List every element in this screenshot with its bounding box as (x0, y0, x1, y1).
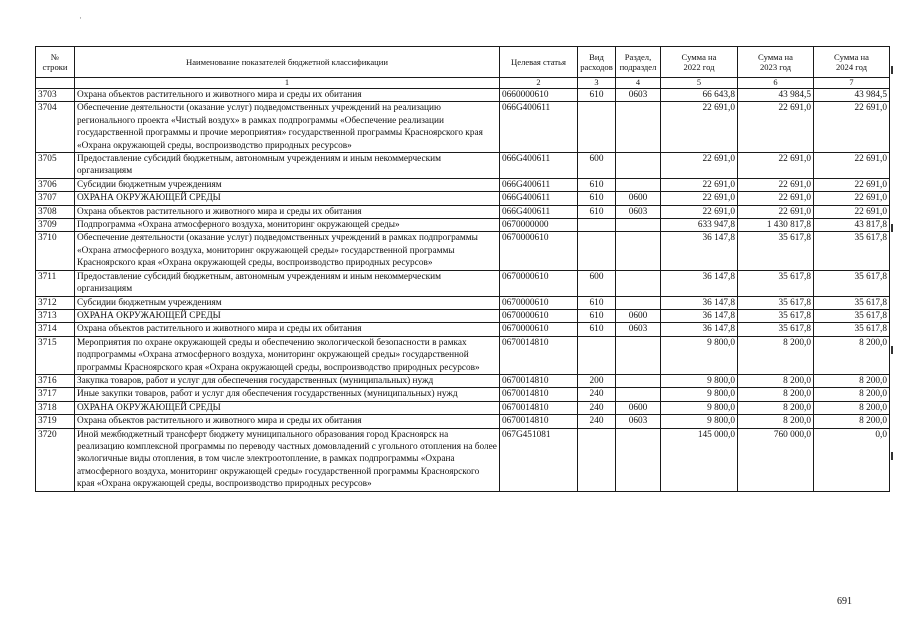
row-name: Предоставление субсидий бюджетным, автономным учреждениям и иным некоммерческим организациям (75, 270, 500, 296)
row-sum-2023: 8 200,0 (738, 401, 814, 414)
row-number: 3710 (36, 232, 75, 270)
row-name: Подпрограмма «Охрана атмосферного воздуха, мониторинг окружающей среды» (75, 219, 500, 232)
row-sum-2022: 22 691,0 (661, 205, 738, 218)
row-name: ОХРАНА ОКРУЖАЮЩЕЙ СРЕДЫ (75, 192, 500, 205)
row-sum-2023: 760 000,0 (738, 428, 814, 491)
row-sum-2023: 22 691,0 (738, 192, 814, 205)
row-number: 3718 (36, 401, 75, 414)
row-target-article: 0670014810 (500, 336, 578, 374)
table-row (36, 232, 890, 270)
header-sum-2023: Сумма на 2023 год (738, 47, 814, 78)
row-sum-2023: 1 430 817,8 (738, 219, 814, 232)
row-sum-2023: 22 691,0 (738, 178, 814, 191)
row-section (616, 270, 661, 296)
column-index-blank (36, 78, 75, 89)
row-section (616, 336, 661, 374)
row-section: 0603 (616, 323, 661, 336)
row-expense-type: 600 (578, 270, 616, 296)
row-name: Охрана объектов растительного и животного мира и среды их обитания (75, 205, 500, 218)
row-sum-2022: 36 147,8 (661, 309, 738, 322)
row-name: ОХРАНА ОКРУЖАЮЩЕЙ СРЕДЫ (75, 401, 500, 414)
row-name: Субсидии бюджетным учреждениям (75, 178, 500, 191)
row-sum-2023: 35 617,8 (738, 296, 814, 309)
column-index: 2 (500, 78, 578, 89)
row-sum-2024: 35 617,8 (814, 296, 890, 309)
scan-edge-mark (891, 224, 893, 232)
row-expense-type (578, 428, 616, 491)
column-index: 1 (75, 78, 500, 89)
row-sum-2023: 22 691,0 (738, 102, 814, 153)
row-expense-type: 200 (578, 374, 616, 387)
row-expense-type (578, 232, 616, 270)
row-sum-2022: 9 800,0 (661, 374, 738, 387)
row-sum-2024: 43 984,5 (814, 89, 890, 102)
row-sum-2022: 9 800,0 (661, 388, 738, 401)
row-sum-2023: 22 691,0 (738, 153, 814, 179)
row-sum-2023: 8 200,0 (738, 388, 814, 401)
row-sum-2024: 35 617,8 (814, 309, 890, 322)
row-sum-2022: 22 691,0 (661, 153, 738, 179)
row-target-article: 0670000610 (500, 232, 578, 270)
row-sum-2022: 9 800,0 (661, 336, 738, 374)
row-sum-2023: 35 617,8 (738, 309, 814, 322)
table-row (36, 102, 890, 153)
row-target-article: 066G400611 (500, 153, 578, 179)
column-index-row (36, 78, 890, 89)
row-name: Охрана объектов растительного и животного мира и среды их обитания (75, 89, 500, 102)
row-name: Мероприятия по охране окружающей среды и обеспечению экологической безопасности в рамках подпрограммы «Охрана атмосферного воздуха, мониторинг окружающей среды» государственной программы Красноярского края «Охрана окружающей среды, воспроизводство природных ресурсов» (75, 336, 500, 374)
header-row-number: № строки (36, 47, 75, 78)
row-sum-2023: 35 617,8 (738, 232, 814, 270)
row-expense-type: 610 (578, 178, 616, 191)
row-sum-2024: 0,0 (814, 428, 890, 491)
row-sum-2023: 22 691,0 (738, 205, 814, 218)
row-target-article: 067G451081 (500, 428, 578, 491)
row-number: 3714 (36, 323, 75, 336)
row-target-article: 066G400611 (500, 205, 578, 218)
row-target-article: 066G400611 (500, 178, 578, 191)
row-section (616, 388, 661, 401)
row-target-article: 0670014810 (500, 401, 578, 414)
row-sum-2023: 35 617,8 (738, 270, 814, 296)
row-expense-type: 610 (578, 323, 616, 336)
row-sum-2024: 22 691,0 (814, 192, 890, 205)
row-sum-2022: 9 800,0 (661, 401, 738, 414)
row-name: Предоставление субсидий бюджетным, автономным учреждениям и иным некоммерческим организациям (75, 153, 500, 179)
row-target-article: 0670000610 (500, 323, 578, 336)
row-sum-2022: 66 643,8 (661, 89, 738, 102)
table-row (36, 89, 890, 102)
row-sum-2022: 36 147,8 (661, 296, 738, 309)
row-sum-2024: 8 200,0 (814, 388, 890, 401)
row-section: 0603 (616, 89, 661, 102)
row-sum-2023: 8 200,0 (738, 374, 814, 387)
row-sum-2024: 35 617,8 (814, 232, 890, 270)
row-section (616, 232, 661, 270)
table-row (36, 192, 890, 205)
table-row (36, 388, 890, 401)
budget-table (35, 46, 890, 492)
row-number: 3716 (36, 374, 75, 387)
row-section: 0600 (616, 192, 661, 205)
row-expense-type (578, 102, 616, 153)
row-name: ОХРАНА ОКРУЖАЮЩЕЙ СРЕДЫ (75, 309, 500, 322)
row-target-article: 0670014810 (500, 374, 578, 387)
row-name: Обеспечение деятельности (оказание услуг) подведомственных учреждений на реализацию регионального проекта «Чистый воздух» в рамках подпрограммы «Обеспечение реализации государственной программы и прочие мероприятия» государственной программы Красноярского края «Охрана окружающей среды, воспроизводство природных ресурсов» (75, 102, 500, 153)
column-index: 3 (578, 78, 616, 89)
row-sum-2023: 8 200,0 (738, 336, 814, 374)
row-sum-2024: 43 817,8 (814, 219, 890, 232)
scan-edge-mark (891, 66, 893, 74)
row-section: 0603 (616, 415, 661, 428)
column-index: 7 (814, 78, 890, 89)
table-row (36, 374, 890, 387)
row-target-article: 0670014810 (500, 388, 578, 401)
scan-edge-mark (891, 346, 893, 354)
row-target-article: 066G400611 (500, 102, 578, 153)
scan-speck: · (79, 13, 82, 23)
row-sum-2022: 36 147,8 (661, 323, 738, 336)
row-sum-2024: 22 691,0 (814, 102, 890, 153)
row-section (616, 153, 661, 179)
row-number: 3711 (36, 270, 75, 296)
row-sum-2024: 8 200,0 (814, 336, 890, 374)
row-section (616, 374, 661, 387)
table-row (36, 270, 890, 296)
header-expense-type: Вид расходов (578, 47, 616, 78)
row-target-article: 0670000000 (500, 219, 578, 232)
row-number: 3713 (36, 309, 75, 322)
column-index: 6 (738, 78, 814, 89)
row-expense-type (578, 336, 616, 374)
row-expense-type (578, 219, 616, 232)
row-sum-2022: 36 147,8 (661, 270, 738, 296)
row-sum-2022: 633 947,8 (661, 219, 738, 232)
row-name: Охрана объектов растительного и животного мира и среды их обитания (75, 415, 500, 428)
row-number: 3712 (36, 296, 75, 309)
row-sum-2024: 8 200,0 (814, 374, 890, 387)
row-sum-2024: 35 617,8 (814, 323, 890, 336)
row-section: 0600 (616, 401, 661, 414)
row-sum-2022: 36 147,8 (661, 232, 738, 270)
table-row (36, 323, 890, 336)
row-sum-2024: 22 691,0 (814, 153, 890, 179)
row-number: 3715 (36, 336, 75, 374)
row-expense-type: 610 (578, 309, 616, 322)
row-number: 3704 (36, 102, 75, 153)
row-number: 3720 (36, 428, 75, 491)
header-section: Раздел, подраздел (616, 47, 661, 78)
row-sum-2024: 22 691,0 (814, 178, 890, 191)
header-sum-2024: Сумма на 2024 год (814, 47, 890, 78)
row-expense-type: 610 (578, 296, 616, 309)
row-target-article: 0660000610 (500, 89, 578, 102)
page-number: 691 (837, 596, 852, 607)
row-sum-2024: 8 200,0 (814, 401, 890, 414)
row-number: 3719 (36, 415, 75, 428)
row-number: 3705 (36, 153, 75, 179)
row-section (616, 178, 661, 191)
row-name: Иные закупки товаров, работ и услуг для обеспечения государственных (муниципальных) нужд (75, 388, 500, 401)
row-sum-2022: 22 691,0 (661, 192, 738, 205)
row-section (616, 296, 661, 309)
row-target-article: 0670000610 (500, 270, 578, 296)
row-number: 3717 (36, 388, 75, 401)
row-expense-type: 240 (578, 388, 616, 401)
row-expense-type: 610 (578, 192, 616, 205)
row-sum-2024: 35 617,8 (814, 270, 890, 296)
row-section: 0603 (616, 205, 661, 218)
table-row (36, 336, 890, 374)
table-row (36, 415, 890, 428)
table-row (36, 309, 890, 322)
row-expense-type: 240 (578, 415, 616, 428)
row-expense-type: 600 (578, 153, 616, 179)
row-number: 3706 (36, 178, 75, 191)
row-sum-2024: 8 200,0 (814, 415, 890, 428)
row-target-article: 0670014810 (500, 415, 578, 428)
row-sum-2022: 145 000,0 (661, 428, 738, 491)
row-sum-2022: 22 691,0 (661, 178, 738, 191)
table-header-row (36, 47, 890, 78)
row-name: Обеспечение деятельности (оказание услуг) подведомственных учреждений в рамках подпрограммы «Охрана атмосферного воздуха, мониторинг окружающей среды» государственной программы Красноярского края «Охрана окружающей среды, воспроизводство природных ресурсов» (75, 232, 500, 270)
table-row (36, 401, 890, 414)
row-section (616, 219, 661, 232)
table-body (36, 89, 890, 492)
row-target-article: 0670000610 (500, 296, 578, 309)
row-expense-type: 610 (578, 89, 616, 102)
row-number: 3709 (36, 219, 75, 232)
row-expense-type: 240 (578, 401, 616, 414)
header-target-article: Целевая статья (500, 47, 578, 78)
header-sum-2022: Сумма на 2022 год (661, 47, 738, 78)
header-name: Наименование показателей бюджетной классификации (75, 47, 500, 78)
column-index: 4 (616, 78, 661, 89)
row-expense-type: 610 (578, 205, 616, 218)
row-sum-2023: 35 617,8 (738, 323, 814, 336)
table-row (36, 205, 890, 218)
row-sum-2022: 9 800,0 (661, 415, 738, 428)
row-name: Охрана объектов растительного и животного мира и среды их обитания (75, 323, 500, 336)
table-row (36, 219, 890, 232)
table-row (36, 178, 890, 191)
row-sum-2023: 43 984,5 (738, 89, 814, 102)
row-target-article: 066G400611 (500, 192, 578, 205)
table-row (36, 296, 890, 309)
row-target-article: 0670000610 (500, 309, 578, 322)
table-row (36, 428, 890, 491)
row-name: Субсидии бюджетным учреждениям (75, 296, 500, 309)
row-number: 3703 (36, 89, 75, 102)
table-row (36, 153, 890, 179)
row-section: 0600 (616, 309, 661, 322)
row-section (616, 428, 661, 491)
row-number: 3707 (36, 192, 75, 205)
row-number: 3708 (36, 205, 75, 218)
row-name: Иной межбюджетный трансферт бюджету муниципального образования город Красноярск на реализацию комплексной программы по переводу частных домовладений с угольного отопления на более экологичные виды отопления, в том числе электроотопление, в рамках подпрограммы «Охрана атмосферного воздуха, мониторинг окружающей среды» государственной программы Красноярского края «Охрана окружающей среды, воспроизводство природных ресурсов» (75, 428, 500, 491)
column-index: 5 (661, 78, 738, 89)
row-section (616, 102, 661, 153)
row-sum-2024: 22 691,0 (814, 205, 890, 218)
row-sum-2022: 22 691,0 (661, 102, 738, 153)
row-sum-2023: 8 200,0 (738, 415, 814, 428)
row-name: Закупка товаров, работ и услуг для обеспечения государственных (муниципальных) нужд (75, 374, 500, 387)
scan-edge-mark (891, 452, 893, 460)
